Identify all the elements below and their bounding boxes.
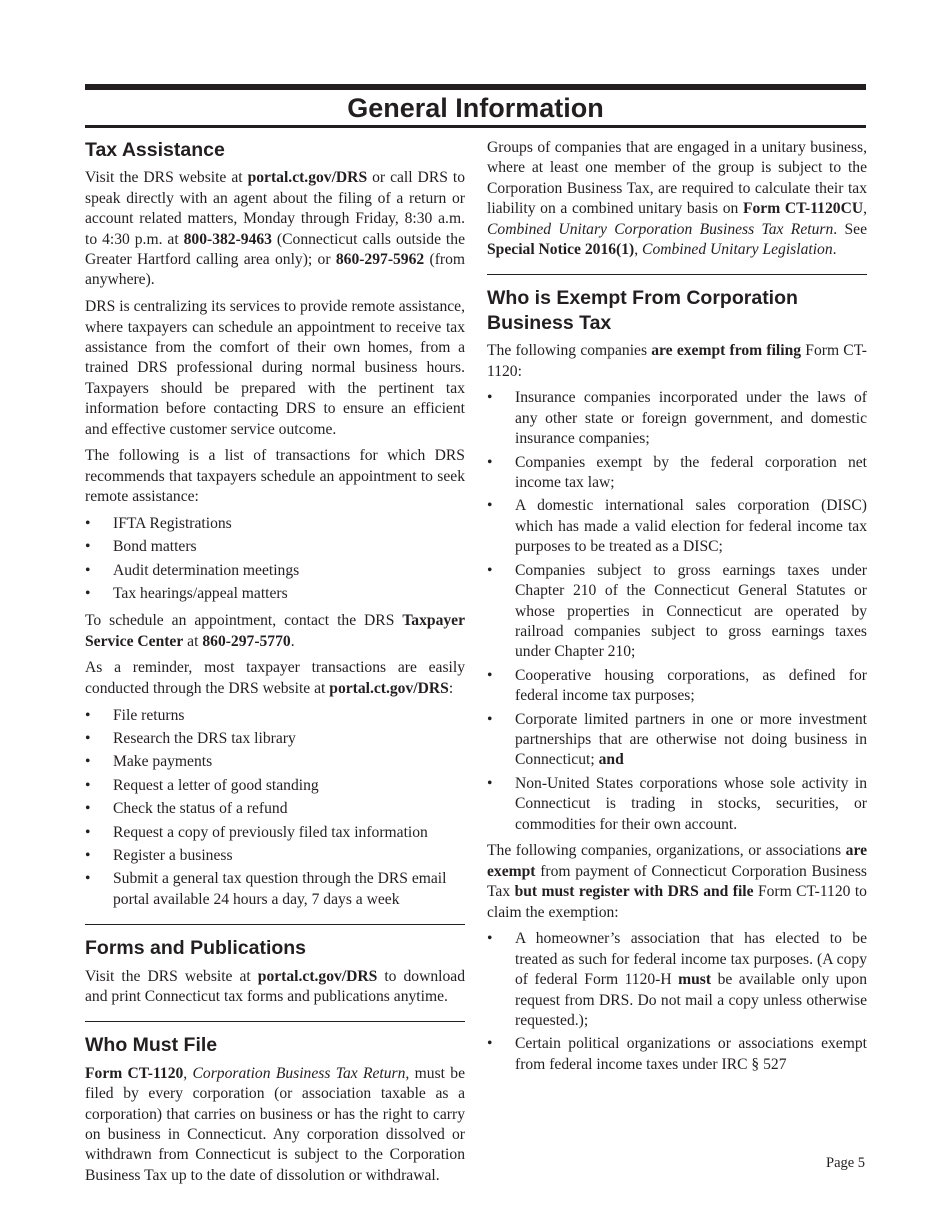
list-item [85, 752, 465, 772]
text-run: Bond matters [113, 538, 197, 556]
text-run: . See [833, 220, 867, 238]
text-run: (Connecticut calls outside the Greater Hartford calling area only); or [85, 230, 465, 269]
schedule-appointment-paragraph [85, 611, 465, 652]
remote-assistance-paragraph [85, 297, 465, 440]
list-item [85, 537, 465, 557]
text-run: Register a business [113, 846, 233, 864]
exempt-from-filing-list [487, 388, 867, 835]
text-run: : [448, 679, 454, 697]
text-run: from payment of Connecticut Corporation Business Tax [487, 862, 867, 901]
exempt-heading: Who is Exempt From Corporation Business Tax [487, 287, 798, 334]
text-run: to download and print Connecticut tax forms and publications anytime. [85, 967, 465, 1005]
forms-heading: Forms and Publications [85, 937, 307, 960]
exempt-section [487, 286, 867, 1075]
list-item [85, 584, 465, 604]
who-must-file-paragraph [85, 1064, 465, 1186]
text-run: Form CT-1120: [487, 342, 867, 380]
text-run: Companies exempt by the federal corporation net income tax law; [515, 453, 867, 492]
list-item [85, 706, 465, 726]
text-run: Combined Unitary Corporation Business Tax Return [487, 220, 834, 238]
list-item [487, 561, 867, 663]
who-must-file-section [85, 1033, 465, 1186]
text-run: Request a copy of previously filed tax information [113, 823, 428, 841]
section-divider [85, 1021, 465, 1022]
list-item [487, 496, 867, 557]
section-divider [85, 924, 465, 925]
text-run: As a reminder, most taxpayer transactions are easily conducted through the DRS website at [85, 659, 465, 697]
tax-assistance-paragraph [85, 168, 465, 290]
text-run: Request a letter of good standing [113, 776, 319, 794]
text-run: . [832, 241, 837, 259]
list-item [487, 666, 867, 707]
text-run: Taxpayer Service Center [85, 612, 465, 650]
text-run: DRS is centralizing its services to provide remote assistance, where taxpayers can schedule an appointment to receive tax assistance from the comfort of their own homes, from a trained DRS professional during normal business hours. Taxpayers should be prepared with the pertinent tax information before contacting DRS to ensure an efficient and effective customer service outcome. [85, 298, 465, 438]
list-item [85, 799, 465, 819]
text-run: . [290, 632, 295, 650]
forms-section [85, 936, 465, 1007]
text-run: but must register with DRS and file [514, 883, 754, 901]
list-item [85, 823, 465, 843]
exempt-must-register-list [487, 929, 867, 1075]
text-run: Special Notice 2016(1) [487, 241, 635, 259]
text-run: Form CT-1120 to claim the exemption: [487, 883, 867, 921]
text-run: Cooperative housing corporations, as defined for federal income tax purposes; [515, 666, 867, 705]
text-run: and [598, 751, 624, 769]
text-run: The following companies [487, 342, 652, 360]
text-run: portal.ct.gov/DRS [247, 169, 368, 187]
who-must-file-heading: Who Must File [85, 1034, 218, 1057]
page-title: General Information [347, 93, 604, 123]
combined-unitary-paragraph [487, 138, 867, 260]
text-run: Combined Unitary Legislation [642, 241, 833, 259]
page-number: Page 5 [826, 1155, 866, 1171]
text-run: IFTA Registrations [113, 515, 232, 533]
list-item [85, 869, 465, 910]
title-bottom-rule [85, 125, 866, 128]
list-item [487, 453, 867, 494]
text-run: 800-382-9463 [183, 230, 272, 248]
text-run: 860-297-5770 [202, 632, 291, 650]
remote-transactions-list [85, 514, 465, 605]
text-run: Form CT-1120CU [742, 200, 864, 218]
list-item [487, 388, 867, 449]
text-run: 860-297-5962 [335, 251, 425, 269]
text-run: Insurance companies incorporated under the laws of any other state or foreign government, and domestic insurance companies; [515, 389, 867, 448]
text-run: Submit a general tax question through the DRS email portal available 24 hours a day, 7 days a week [113, 870, 447, 908]
list-item [85, 514, 465, 534]
text-run: Make payments [113, 753, 213, 771]
text-run: To schedule an appointment, contact the DRS [85, 612, 403, 630]
text-run: A homeowner’s association that has elected to be treated as such for federal income tax purposes. (A copy of federal Form 1120-H [515, 930, 867, 989]
text-run: are exempt [487, 842, 867, 880]
exempt-from-filing-paragraph [487, 341, 867, 382]
text-run: Check the status of a refund [113, 800, 288, 818]
exempt-must-register-paragraph [487, 841, 867, 923]
section-divider [487, 274, 867, 275]
text-run: , [634, 241, 643, 259]
text-run: portal.ct.gov/DRS [329, 679, 449, 697]
text-run: Corporation Business Tax Return, [192, 1064, 410, 1082]
text-run: Tax hearings/appeal matters [113, 585, 288, 603]
left-column [85, 138, 465, 1193]
tax-assistance-heading: Tax Assistance [85, 139, 225, 161]
transactions-intro-paragraph [85, 446, 465, 507]
list-item [487, 929, 867, 1031]
list-item [85, 729, 465, 749]
text-run: be available only upon request from DRS. Do not mail a copy unless otherwise requested.); [515, 971, 867, 1030]
list-item [487, 1034, 867, 1075]
list-item [85, 776, 465, 796]
text-run: portal.ct.gov/DRS [257, 967, 378, 985]
text-run: The following companies, organizations, or associations [487, 842, 846, 860]
text-run: File returns [113, 706, 185, 724]
text-run: , [863, 200, 868, 218]
forms-paragraph [85, 967, 465, 1008]
list-item [487, 774, 867, 835]
text-run: Corporate limited partners in one or more investment partnerships that are otherwise not doing business in Connecticut; [515, 710, 867, 769]
text-run: Audit determination meetings [113, 561, 300, 579]
list-item [487, 710, 867, 771]
text-run: Groups of companies that are engaged in a unitary business, where at least one member of the group is subject to the Corporation Business Tax, are required to calculate their tax liability on a combined unitary basis on [487, 139, 867, 218]
text-run: A domestic international sales corporation (DISC) which has made a valid election for federal income tax purposes to be treated as a DISC; [515, 497, 867, 556]
text-run: , [183, 1064, 193, 1082]
text-run: Non-United States corporations whose sole activity in Connecticut is trading in stocks, securities, or commodities for their own account. [515, 774, 867, 833]
text-run: Companies subject to gross earnings taxes under Chapter 210 of the Connecticut General Statutes or whose properties in Connecticut are operated by railroad companies subject to gross earnings taxes under Chapter 210; [515, 561, 867, 661]
text-run: (from anywhere). [85, 251, 466, 289]
list-item [85, 561, 465, 581]
tax-assistance-section [85, 138, 465, 910]
text-run: must [678, 971, 712, 989]
text-run: Form CT-1120 [85, 1064, 184, 1082]
text-run: Visit the DRS website at [85, 169, 248, 187]
list-item [85, 846, 465, 866]
text-run: must be filed by every corporation (or association taxable as a corporation) that carries on business or has the right to carry on business in Connecticut. Any corporation dissolved or withdrawn from Connecticut is subject to the Corporation Business Tax up to the date of dissolution or withdrawal. [85, 1064, 466, 1184]
website-transactions-list [85, 706, 465, 911]
text-run: are exempt from filing [651, 342, 802, 360]
reminder-paragraph [85, 658, 465, 699]
text-run: Research the DRS tax library [113, 729, 296, 747]
text-run: or call DRS to speak directly with an agent about the filing of a return or account related matters, Monday through Friday, 8:30 a.m. to 4:30 p.m. at [85, 169, 466, 248]
text-run: Visit the DRS website at [85, 967, 258, 985]
text-run: Certain political organizations or associations exempt from federal income taxes under IRC § 527 [515, 1035, 867, 1073]
right-column [487, 138, 867, 1082]
text-run: at [183, 632, 203, 650]
text-run: The following is a list of transactions for which DRS recommends that taxpayers schedule an appointment to seek remote assistance: [85, 447, 465, 506]
